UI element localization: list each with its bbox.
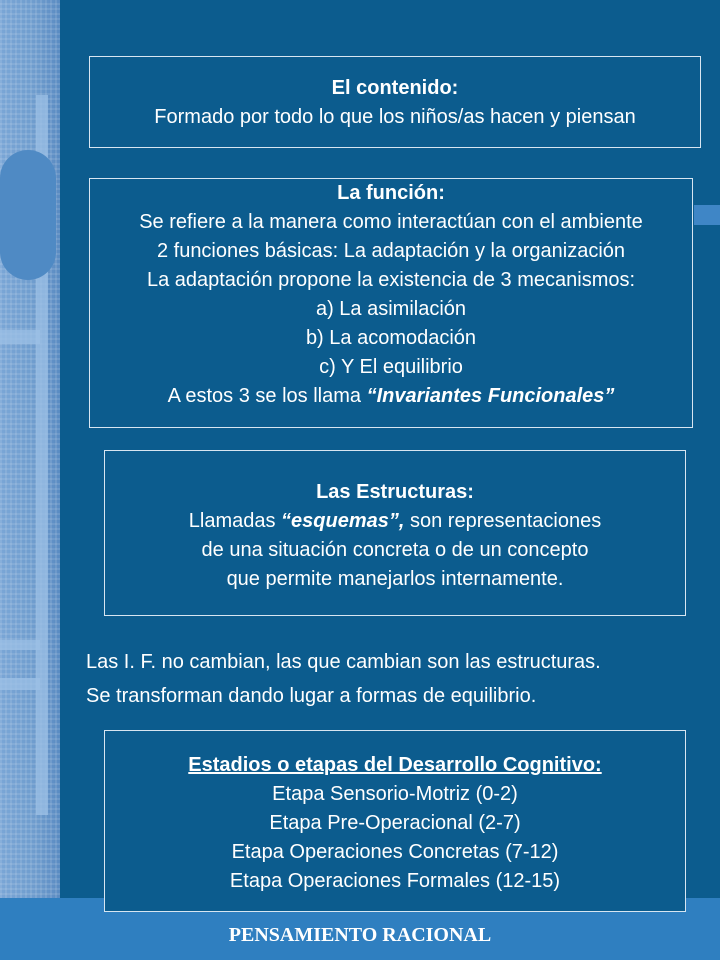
funcion-summary-emphasis: “Invariantes Funcionales” [366,385,615,407]
decorative-oval [0,150,56,280]
funcion-box [89,178,693,428]
estructuras-line-3: que permite manejarlos internamente. [226,568,564,590]
estadio-item: Etapa Operaciones Concretas (7-12) [231,841,559,863]
funcion-summary-prefix: A estos 3 se los llama [167,385,367,407]
estructuras-line-2: de una situación concreta o de un concepto [201,539,589,561]
estructuras-line-1-suffix: son representaciones [404,510,602,532]
funcion-heading: La función: [337,182,445,204]
estadios-box [104,730,686,912]
funcion-item-a: a) La asimilación [315,298,467,320]
contenido-text: Formado por todo lo que los niños/as hacen y piensan [154,106,636,128]
funcion-line-3: La adaptación propone la existencia de 3 mecanismos: [146,269,636,291]
note-line-2: Se transforman dando lugar a formas de equilibrio. [86,685,537,707]
contenido-heading: El contenido: [331,77,459,99]
decorative-right-bar [694,205,720,225]
note-line-1: Las I. F. no cambian, las que cambian son las estructuras. [86,651,601,673]
estadio-item: Etapa Sensorio-Motriz (0-2) [272,783,518,805]
estadio-item: Etapa Pre-Operacional (2-7) [269,812,521,834]
estructuras-line-1-emphasis: “esquemas”, [281,510,405,532]
decorative-bar [0,678,40,690]
funcion-item-c: c) Y El equilibrio [319,356,463,378]
left-decorative-stripe [0,0,60,960]
estructuras-line-1 [105,507,685,536]
estructuras-heading: Las Estructuras: [316,481,474,503]
funcion-summary [90,382,692,411]
funcion-item-b: b) La acomodación [305,327,477,349]
estructuras-box [104,450,686,616]
decorative-bar [0,330,40,344]
funcion-line-2: 2 funciones básicas: La adaptación y la organización [156,240,626,262]
decorative-bar [0,640,40,650]
footer-title: PENSAMIENTO RACIONAL [228,924,492,946]
funcion-line-1: Se refiere a la manera como interactúan con el ambiente [139,211,643,233]
estructuras-line-1-prefix: Llamadas [188,510,282,532]
contenido-box [89,56,701,148]
estadios-heading: Estadios o etapas del Desarrollo Cognitivo: [188,754,602,776]
estadio-item: Etapa Operaciones Formales (12-15) [229,870,561,892]
